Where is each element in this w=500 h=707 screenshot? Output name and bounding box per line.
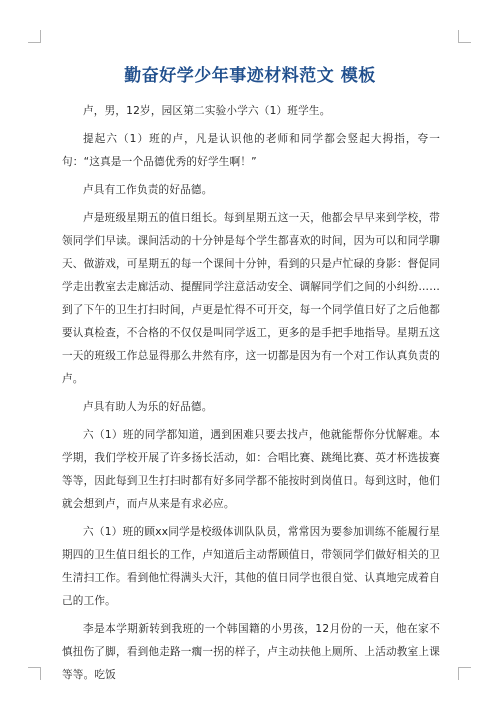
crop-mark-bottom-right bbox=[458, 667, 471, 680]
crop-mark-top-left bbox=[28, 30, 41, 43]
paragraph-5: 卢具有助人为乐的好品德。 bbox=[83, 401, 213, 413]
paragraph-6: 六（1）班的同学都知道，遇到困难只要去找卢，他就能帮你分忧解难。本学期，我们学校开展了许多扬长活动，如：合唱比赛、跳绳比赛、英才杯选拔赛等等，因此每到卫生打扫时都有好多同学都不能按时到岗值日。每到这时，他们就会想到卢，而卢从来是有求必应。 bbox=[62, 429, 440, 510]
paragraph-2: 提起六（1）班的卢，凡是认识他的老师和同学都会竖起大拇指，夸一句：“这真是一个品德优秀的好学生啊！” bbox=[62, 133, 440, 168]
paragraph-1: 卢，男，12岁，园区第二实验小学六（1）班学生。 bbox=[83, 105, 331, 117]
paragraph-7: 六（1）班的顾xx同学是校级体训队队员，常常因为要参加训练不能履行星期四的卫生值日组长的工作，卢知道后主动帮顾值日，带领同学们做好相关的卫生清扫工作。看到他忙得满头大汗，其他的值日同学也很自觉、认真地完成着自己的工作。 bbox=[62, 526, 440, 607]
crop-mark-top-right bbox=[458, 30, 471, 43]
paragraph-4: 卢是班级星期五的值日组长。每到星期五这一天，他都会早早来到学校，带领同学们早读。课间活动的十分钟是每个学生都喜欢的时间，因为可以和同学聊天、做游戏，可星期五的每一个课间十分钟，看到的只是卢忙碌的身影：督促同学走出教室去走廊活动、提醒同学注意活动安全、调解同学们之间的小纠纷……到了下午的卫生打扫时间，卢更是忙得不可开交，每一个同学值日好了之后他都要认真检查，不合格的不仅仅是叫同学返工，更多的是手把手地指导。星期五这一天的班级工作总显得那么井然有序，这一切都是因为有一个对工作认真负责的卢。 bbox=[62, 212, 440, 385]
crop-mark-bottom-left bbox=[28, 667, 41, 680]
document-body bbox=[62, 100, 440, 692]
paragraph-8: 李是本学期新转到我班的一个韩国籍的小男孩，12月份的一天，他在家不慎扭伤了脚，看到他走路一瘸一拐的样子，卢主动扶他上厕所、上活动教室上课等等。吃饭 bbox=[62, 623, 440, 681]
paragraph-3: 卢具有工作负责的好品德。 bbox=[83, 184, 213, 196]
document-title: 勤奋好学少年事迹材料范文 模板 bbox=[124, 66, 376, 86]
